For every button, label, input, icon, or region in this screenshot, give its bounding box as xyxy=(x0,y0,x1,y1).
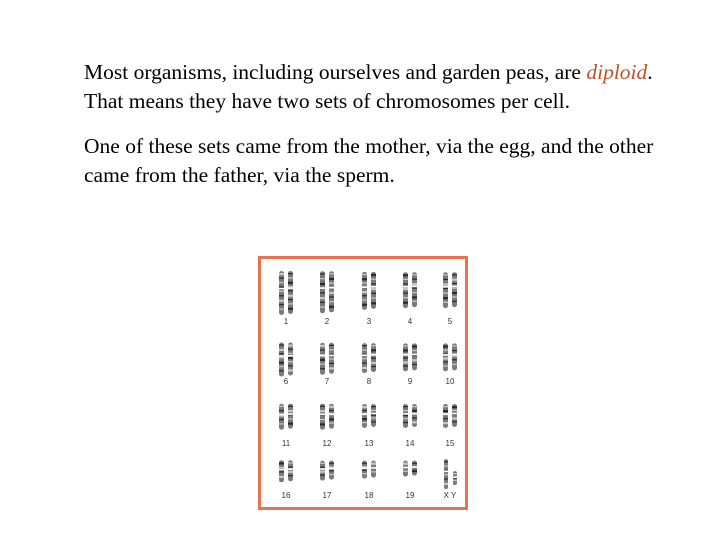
chromosome-label: X Y xyxy=(443,491,457,500)
chromosome xyxy=(362,343,368,373)
chromosome xyxy=(329,404,335,429)
chromosome xyxy=(444,459,449,489)
chromosome xyxy=(403,343,409,371)
chromosome xyxy=(412,461,418,476)
chromosome-label: 11 xyxy=(281,439,291,448)
chromosome xyxy=(288,460,294,481)
chromosome-label: 12 xyxy=(322,439,332,448)
chromosome xyxy=(452,272,458,307)
chromosome xyxy=(403,461,409,477)
paragraph-inheritance: One of these sets came from the mother, via the egg, and the other came from the father, via the sperm. xyxy=(84,134,654,187)
chromosome xyxy=(288,271,294,314)
chromosome xyxy=(362,461,368,479)
chromosome-label: 8 xyxy=(366,377,372,386)
chromosome xyxy=(288,343,294,376)
chromosome xyxy=(320,461,326,481)
chromosome xyxy=(412,272,418,307)
chromosome xyxy=(412,404,418,427)
chromosome xyxy=(320,271,326,313)
chromosome-label: 2 xyxy=(324,317,330,326)
chromosome xyxy=(279,271,285,315)
chromosome-label: 3 xyxy=(366,317,372,326)
chromosome-label: 5 xyxy=(447,317,453,326)
chromosome-label: 19 xyxy=(405,491,415,500)
chromosome xyxy=(371,404,377,427)
paragraph-diploid xyxy=(84,58,684,116)
slide-text xyxy=(84,58,684,206)
chromosome xyxy=(443,404,449,428)
chromosome-label: 1 xyxy=(283,317,289,326)
chromosome xyxy=(403,272,409,308)
chromosome xyxy=(329,343,335,374)
chromosome xyxy=(329,461,335,480)
chromosome xyxy=(452,404,458,427)
chromosome xyxy=(371,272,377,309)
karyotype-image xyxy=(258,256,468,510)
paragraph-diploid-end: . That means they have two sets of chromosomes per cell. xyxy=(84,60,653,113)
chromosome-label: 4 xyxy=(407,317,413,326)
chromosome xyxy=(452,343,458,370)
chromosome xyxy=(320,343,326,375)
chromosome xyxy=(329,271,335,312)
chromosome xyxy=(371,343,377,372)
chromosome xyxy=(279,343,285,377)
paragraph-diploid-start: Most organisms, including ourselves and garden peas, are xyxy=(84,60,587,84)
chromosome-label: 15 xyxy=(445,439,455,448)
chromosome xyxy=(443,272,449,308)
chromosome xyxy=(453,471,458,485)
chromosome-label: 10 xyxy=(445,377,455,386)
chromosome xyxy=(362,404,368,428)
chromosome xyxy=(288,404,294,429)
chromosome xyxy=(403,404,409,428)
chromosome-label: 14 xyxy=(405,439,415,448)
chromosome xyxy=(412,343,418,370)
chromosome-label: 17 xyxy=(322,491,332,500)
chromosome xyxy=(279,460,285,482)
chromosome-label: 16 xyxy=(281,491,291,500)
chromosome-label: 18 xyxy=(364,491,374,500)
chromosome-label: 6 xyxy=(283,377,289,386)
chromosome-label: 7 xyxy=(324,377,330,386)
chromosome xyxy=(371,461,377,478)
term-diploid: diploid xyxy=(586,60,648,84)
chromosome xyxy=(443,343,449,371)
chromosome xyxy=(362,272,368,310)
chromosome-label: 13 xyxy=(364,439,374,448)
chromosome xyxy=(279,404,285,430)
chromosome xyxy=(320,404,326,430)
chromosome-label: 9 xyxy=(407,377,413,386)
